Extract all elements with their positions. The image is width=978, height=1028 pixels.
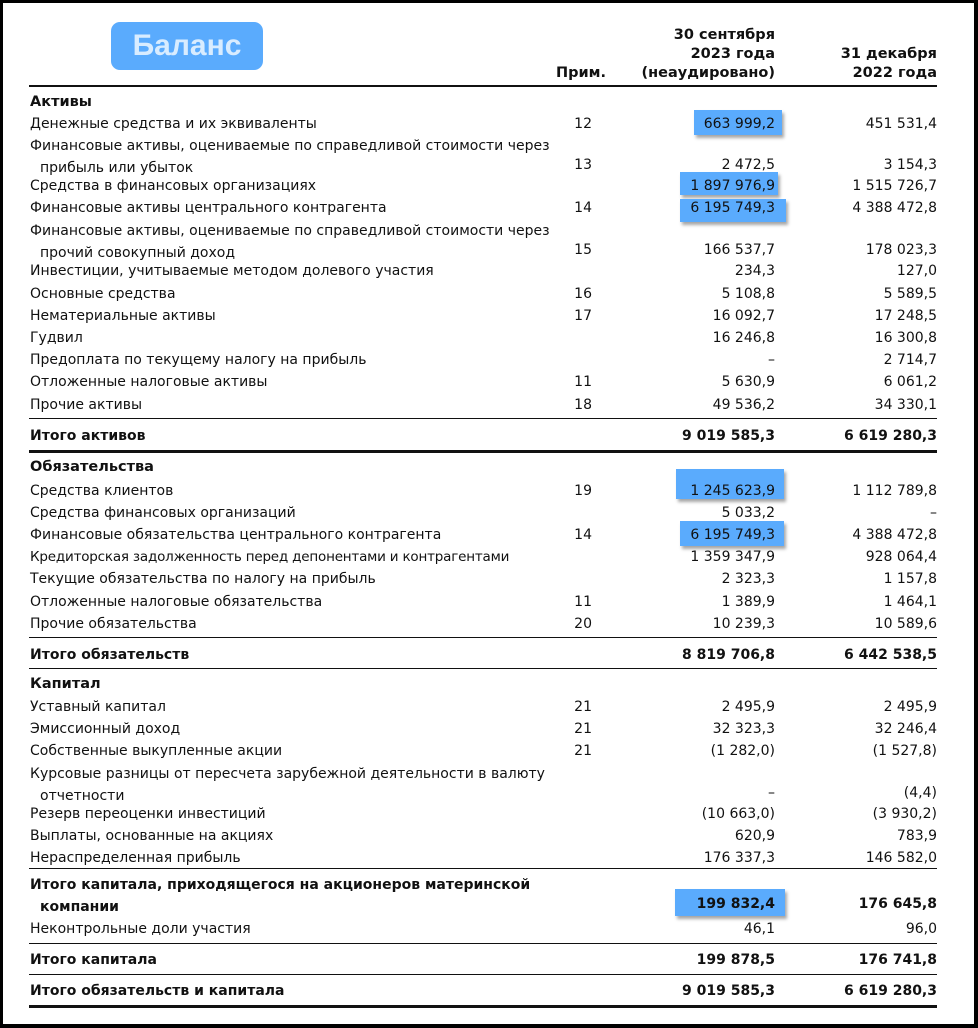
row-label: Кредиторская задолженность перед депонентами и контрагентами	[30, 549, 510, 565]
row-value-2023: 6 195 749,3	[690, 527, 775, 543]
row-note: 11	[574, 594, 592, 610]
row-value-2023: 5 108,8	[721, 286, 775, 302]
divider	[29, 418, 937, 419]
row-value-2023: 1 897 976,9	[690, 178, 775, 194]
row-note: 21	[574, 743, 592, 759]
row-label: Итого капитала	[30, 952, 157, 968]
row-value-2023: 1 359 347,9	[690, 549, 775, 565]
row-value-2022: 178 023,3	[865, 242, 937, 258]
row-value-2023: (10 663,0)	[701, 806, 775, 822]
row-label: Средства в финансовых организациях	[30, 178, 317, 194]
row-value-2022: 17 248,5	[874, 308, 937, 324]
row-label: Основные средства	[30, 286, 176, 302]
row-value-2022: 2 495,9	[883, 699, 937, 715]
row-label: Отложенные налоговые обязательства	[30, 594, 323, 610]
row-value-2022: (1 527,8)	[872, 743, 937, 759]
row-label	[30, 874, 550, 918]
row-value-2022: 6 619 280,3	[844, 428, 937, 444]
header-col2-line1: 31 декабря	[840, 46, 937, 62]
row-value-2022: 4 388 472,8	[852, 200, 937, 216]
row-value-2022: 3 154,3	[883, 157, 937, 173]
row-value-2023: 199 832,4	[696, 896, 775, 912]
row-label-line1: Итого капитала, приходящегося на акционеров материнской	[30, 877, 531, 893]
row-value-2022: 96,0	[905, 921, 937, 937]
row-label: Финансовые обязательства центрального контрагента	[30, 527, 442, 543]
row-note: 19	[574, 483, 592, 499]
row-label-line1: Курсовые разницы от пересчета зарубежной деятельности в валюту	[30, 766, 545, 782]
row-value-2023: 1 389,9	[721, 594, 775, 610]
row-label-line2: отчетности	[40, 788, 125, 804]
row-value-2023: 2 323,3	[721, 571, 775, 587]
row-value-2023: 9 019 585,3	[682, 428, 775, 444]
row-note: 12	[574, 116, 592, 132]
row-label: Эмиссионный доход	[30, 721, 181, 737]
row-value-2023: 46,1	[743, 921, 775, 937]
row-label-line1: Финансовые активы, оцениваемые по справедливой стоимости через	[30, 223, 550, 239]
row-value-2023: 2 472,5	[721, 157, 775, 173]
header-column-2023	[600, 26, 775, 83]
row-value-2022: 4 388 472,8	[852, 527, 937, 543]
row-value-2023: 49 536,2	[712, 397, 775, 413]
row-value-2023: 166 537,7	[703, 242, 775, 258]
row-note: 14	[574, 527, 592, 543]
row-note: 16	[574, 286, 592, 302]
row-value-2023: 234,3	[734, 263, 775, 279]
row-value-2023: 16 246,8	[712, 330, 775, 346]
row-value-2022: 783,9	[896, 828, 937, 844]
row-value-2023: 5 630,9	[721, 374, 775, 390]
row-value-2023: –	[768, 785, 775, 801]
row-label-line2: прочий совокупный доход	[40, 245, 236, 261]
row-label: Итого обязательств	[30, 647, 190, 663]
row-label: Уставный капитал	[30, 699, 166, 715]
row-value-2023: 32 323,3	[712, 721, 775, 737]
row-value-2022: 6 442 538,5	[844, 647, 937, 663]
divider-thick	[29, 450, 937, 453]
row-label: Итого обязательств и капитала	[30, 983, 285, 999]
header-col1-line1: 30 сентября	[673, 27, 775, 43]
header-col1-line3: (неаудировано)	[641, 65, 775, 81]
row-label: Нераспределенная прибыль	[30, 850, 241, 866]
row-value-2023: 10 239,3	[712, 616, 775, 632]
row-label	[30, 763, 550, 807]
row-label: Средства клиентов	[30, 483, 174, 499]
row-note: 11	[574, 374, 592, 390]
row-value-2022: (4,4)	[903, 785, 937, 801]
row-value-2022: 176 741,8	[858, 952, 937, 968]
divider	[29, 943, 937, 944]
section-assets-title: Активы	[30, 94, 92, 110]
row-label-line2: прибыль или убыток	[40, 160, 194, 176]
row-value-2023: –	[768, 352, 775, 368]
row-value-2023: (1 282,0)	[710, 743, 775, 759]
row-value-2022: 1 515 726,7	[852, 178, 937, 194]
row-note: 20	[574, 616, 592, 632]
row-label: Текущие обязательства по налогу на прибыль	[30, 571, 376, 587]
row-value-2023: 5 033,2	[721, 505, 775, 521]
section-liabilities-title: Обязательства	[30, 459, 154, 475]
divider	[29, 668, 937, 669]
row-value-2023: 620,9	[734, 828, 775, 844]
divider	[29, 868, 937, 869]
row-label: Резерв переоценки инвестиций	[30, 806, 266, 822]
section-equity-title: Капитал	[30, 676, 101, 692]
row-note: 18	[574, 397, 592, 413]
row-label	[30, 220, 550, 264]
row-label: Неконтрольные доли участия	[30, 921, 251, 937]
row-value-2022: 127,0	[896, 263, 937, 279]
row-label: Средства финансовых организаций	[30, 505, 296, 521]
row-value-2022: 5 589,5	[883, 286, 937, 302]
row-value-2023: 2 495,9	[721, 699, 775, 715]
row-label-line2: компании	[40, 899, 119, 915]
row-value-2022: 146 582,0	[865, 850, 937, 866]
row-note: 21	[574, 699, 592, 715]
row-note: 15	[574, 242, 592, 258]
row-value-2022: 451 531,4	[865, 116, 937, 132]
divider-thick	[29, 1005, 937, 1008]
header-column-2022	[800, 45, 937, 83]
row-value-2023: 663 999,2	[703, 116, 775, 132]
row-label: Денежные средства и их эквиваленты	[30, 116, 317, 132]
row-value-2022: 34 330,1	[874, 397, 937, 413]
row-value-2022: 6 061,2	[883, 374, 937, 390]
row-value-2022: 1 112 789,8	[852, 483, 937, 499]
row-value-2022: –	[930, 505, 937, 521]
row-value-2022: 6 619 280,3	[844, 983, 937, 999]
row-value-2023: 199 878,5	[696, 952, 775, 968]
row-value-2023: 9 019 585,3	[682, 983, 775, 999]
row-value-2022: 10 589,6	[874, 616, 937, 632]
row-value-2022: 1 157,8	[883, 571, 937, 587]
row-note: 13	[574, 157, 592, 173]
row-value-2023: 6 195 749,3	[690, 200, 775, 216]
row-note: 21	[574, 721, 592, 737]
row-label: Итого активов	[30, 428, 146, 444]
header-note-column: Прим.	[555, 65, 606, 81]
header-col2-line2: 2022 года	[852, 65, 937, 81]
row-label: Отложенные налоговые активы	[30, 374, 268, 390]
row-label: Финансовые активы центрального контрагента	[30, 200, 387, 216]
row-label	[30, 135, 550, 179]
row-value-2022: 16 300,8	[874, 330, 937, 346]
row-note: 17	[574, 308, 592, 324]
row-value-2022: (3 930,2)	[872, 806, 937, 822]
row-value-2022: 176 645,8	[858, 896, 937, 912]
row-label-line1: Финансовые активы, оцениваемые по справедливой стоимости через	[30, 138, 550, 154]
row-value-2022: 1 464,1	[883, 594, 937, 610]
row-label: Предоплата по текущему налогу на прибыль	[30, 352, 367, 368]
header-col1-line2: 2023 года	[690, 46, 775, 62]
row-value-2023: 176 337,3	[703, 850, 775, 866]
row-label: Выплаты, основанные на акциях	[30, 828, 274, 844]
row-label: Инвестиции, учитываемые методом долевого участия	[30, 263, 434, 279]
row-value-2023: 1 245 623,9	[690, 483, 775, 499]
row-note: 14	[574, 200, 592, 216]
row-label: Собственные выкупленные акции	[30, 743, 283, 759]
row-label: Гудвил	[30, 330, 83, 346]
row-value-2022: 32 246,4	[874, 721, 937, 737]
row-label: Прочие обязательства	[30, 616, 197, 632]
row-value-2023: 16 092,7	[712, 308, 775, 324]
row-label: Нематериальные активы	[30, 308, 216, 324]
header-divider	[29, 85, 937, 87]
row-value-2022: 928 064,4	[865, 549, 937, 565]
row-value-2023: 8 819 706,8	[682, 647, 775, 663]
row-value-2022: 2 714,7	[883, 352, 937, 368]
title-badge: Баланс	[111, 22, 263, 70]
divider	[29, 637, 937, 638]
divider	[29, 974, 937, 975]
row-label: Прочие активы	[30, 397, 143, 413]
